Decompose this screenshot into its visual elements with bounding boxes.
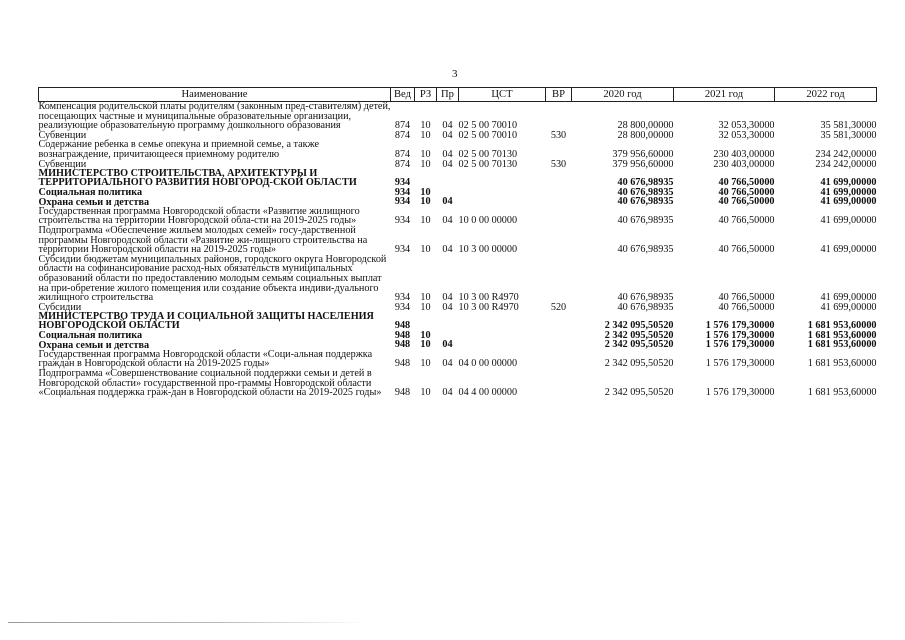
cell-pr: 04 bbox=[442, 148, 453, 160]
cell-name: Социальная политика bbox=[38, 330, 143, 342]
cell-2020: 2 342 095,50520 bbox=[604, 387, 674, 399]
cell-pr: 04 bbox=[442, 158, 453, 170]
cell-ved: 948 bbox=[394, 329, 411, 341]
cell-pr: 04 bbox=[442, 301, 453, 313]
table-row bbox=[39, 207, 877, 226]
cell-vr bbox=[546, 369, 572, 398]
cell-2020: 2 342 095,50520 bbox=[604, 358, 674, 370]
cell-ved: 948 bbox=[394, 358, 411, 370]
cell-cst: 02 5 00 70130 bbox=[458, 158, 518, 170]
cell-vr bbox=[546, 207, 572, 226]
header-2021: 2021 год bbox=[674, 88, 775, 102]
cell-cst: 10 0 00 00000 bbox=[458, 215, 518, 227]
cell-vr bbox=[546, 197, 572, 207]
cell-ved: 874 bbox=[394, 148, 411, 160]
cell-2021: 40 766,50000 bbox=[718, 196, 775, 208]
cell-vr bbox=[546, 350, 572, 369]
cell-ved: 934 bbox=[394, 244, 411, 256]
cell-name: Содержание ребенка в семье опекуна и приемной семье, а также вознаграждение, причитающееся приемному родителю bbox=[38, 139, 320, 160]
cell-cst: 10 3 00 R4970 bbox=[458, 301, 519, 313]
page-number: 3 bbox=[452, 68, 458, 80]
cell-2022: 35 581,30000 bbox=[820, 129, 877, 141]
cell-2020: 2 342 095,50520 bbox=[604, 320, 674, 332]
cell-rz: 10 bbox=[420, 387, 431, 399]
cell-pr bbox=[437, 312, 459, 330]
cell-rz: 10 bbox=[420, 120, 431, 132]
cell-2022: 234 242,00000 bbox=[815, 158, 877, 170]
cell-2022: 41 699,00000 bbox=[820, 292, 877, 304]
cell-2020: 2 342 095,50520 bbox=[604, 329, 674, 341]
cell-pr: 04 bbox=[442, 339, 453, 351]
cell-cst: 02 5 00 70130 bbox=[458, 148, 518, 160]
cell-pr: 04 bbox=[442, 358, 453, 370]
cell-2022: 1 681 953,60000 bbox=[807, 339, 877, 351]
cell-name: Компенсация родительской платы родителям (законным пред-ставителям) детей, посещающих частные и муниципальные образовательные организации, реализующие образовательную программу дошкольного образования bbox=[38, 101, 391, 132]
header-cst: ЦСТ bbox=[459, 88, 546, 102]
cell-2020: 40 676,98935 bbox=[617, 215, 674, 227]
cell-2020: 379 956,60000 bbox=[612, 148, 674, 160]
cell-ved: 948 bbox=[394, 387, 411, 399]
cell-rz: 10 bbox=[420, 292, 431, 304]
cell-2020: 40 676,98935 bbox=[617, 176, 674, 188]
cell-pr: 04 bbox=[442, 215, 453, 227]
cell-2021: 1 576 179,30000 bbox=[705, 358, 775, 370]
cell-pr: 04 bbox=[442, 387, 453, 399]
cell-2022: 41 699,00000 bbox=[820, 186, 877, 198]
cell-rz bbox=[415, 169, 437, 187]
cell-ved: 874 bbox=[394, 158, 411, 170]
cell-2021: 1 576 179,30000 bbox=[705, 339, 775, 351]
cell-rz: 10 bbox=[420, 329, 431, 341]
cell-cst: 02 5 00 70010 bbox=[458, 129, 518, 141]
header-ved: Вед bbox=[391, 88, 415, 102]
header-2022: 2022 год bbox=[775, 88, 877, 102]
cell-name: Социальная политика bbox=[38, 186, 143, 198]
cell-2021: 32 053,30000 bbox=[718, 129, 775, 141]
cell-2021: 40 766,50000 bbox=[718, 301, 775, 313]
cell-pr: 04 bbox=[442, 196, 453, 208]
header-2020: 2020 год bbox=[572, 88, 674, 102]
table-row bbox=[39, 312, 877, 330]
cell-cst bbox=[459, 197, 546, 207]
header-name: Наименование bbox=[39, 88, 391, 102]
cell-2020: 2 342 095,50520 bbox=[604, 339, 674, 351]
cell-vr: 530 bbox=[550, 129, 567, 141]
cell-ved: 948 bbox=[394, 339, 411, 351]
cell-rz: 10 bbox=[420, 215, 431, 227]
cell-2020: 40 676,98935 bbox=[617, 301, 674, 313]
cell-vr bbox=[546, 255, 572, 303]
cell-2022: 35 581,30000 bbox=[820, 120, 877, 132]
cell-vr bbox=[546, 102, 572, 131]
cell-pr bbox=[437, 169, 459, 187]
cell-ved: 934 bbox=[394, 196, 411, 208]
cell-2020: 40 676,98935 bbox=[617, 196, 674, 208]
cell-2022: 41 699,00000 bbox=[820, 196, 877, 208]
cell-rz: 10 bbox=[420, 196, 431, 208]
cell-2020: 40 676,98935 bbox=[617, 186, 674, 198]
cell-ved: 948 bbox=[394, 320, 411, 332]
cell-2021: 1 576 179,30000 bbox=[705, 329, 775, 341]
cell-2022: 41 699,00000 bbox=[820, 215, 877, 227]
table-row bbox=[39, 350, 877, 369]
table-row bbox=[39, 255, 877, 303]
cell-2021: 1 576 179,30000 bbox=[705, 387, 775, 399]
cell-vr: 520 bbox=[550, 301, 567, 313]
cell-2020: 40 676,98935 bbox=[617, 244, 674, 256]
cell-name: Подпрограмма «Обеспечение жильем молодых семей» госу-дарственной программы Новгородской области «Развитие жи-лищного строительства на территории Новгородской области на 2019-2025 годы» bbox=[38, 224, 368, 256]
cell-rz: 10 bbox=[420, 301, 431, 313]
cell-name: Подпрограмма «Совершенствование социальной поддержки семьи и детей в Новгородской области» государственной про-граммы Новгородской области «Социальная поддержка граж-дан в Новгородской области на 2019-2025 годы» bbox=[38, 368, 382, 399]
cell-vr bbox=[546, 140, 572, 159]
cell-2022: 41 699,00000 bbox=[820, 176, 877, 188]
cell-name: Государственная программа Новгородской области «Соци-альная поддержка граждан в Новгородской области на 2019-2025 годы» bbox=[38, 348, 373, 370]
cell-2021: 40 766,50000 bbox=[718, 186, 775, 198]
cell-pr: 04 bbox=[442, 292, 453, 304]
cell-rz: 10 bbox=[420, 158, 431, 170]
cell-2021: 40 766,50000 bbox=[718, 176, 775, 188]
cell-ved: 934 bbox=[394, 186, 411, 198]
cell-name: Охрана семьи и детства bbox=[38, 196, 150, 208]
cell-ved: 934 bbox=[394, 292, 411, 304]
cell-2022: 1 681 953,60000 bbox=[807, 358, 877, 370]
cell-rz: 10 bbox=[420, 244, 431, 256]
cell-2021: 40 766,50000 bbox=[718, 215, 775, 227]
cell-cst bbox=[459, 340, 546, 350]
header-pr: Пр bbox=[437, 88, 459, 102]
cell-ved: 874 bbox=[394, 120, 411, 132]
cell-name: Субсидии бюджетам муниципальных районов, городского округа Новгородской области на софинансирование расход-ных обязательств муниципальных образований области по предоставлению молодым семьям социальных выплат на при-обретение жилого помещения или создание объекта индиви-дуального жилищного строительства bbox=[38, 253, 387, 304]
cell-cst: 10 3 00 R4970 bbox=[458, 292, 519, 304]
cell-2020: 379 956,60000 bbox=[612, 158, 674, 170]
cell-2022: 41 699,00000 bbox=[820, 301, 877, 313]
cell-vr bbox=[546, 331, 572, 341]
cell-2020: 40 676,98935 bbox=[617, 292, 674, 304]
cell-2022: 1 681 953,60000 bbox=[807, 329, 877, 341]
table-body bbox=[39, 102, 877, 398]
cell-2021: 40 766,50000 bbox=[718, 292, 775, 304]
cell-2022: 1 681 953,60000 bbox=[807, 387, 877, 399]
cell-name: МИНИСТЕРСТВО ТРУДА И СОЦИАЛЬНОЙ ЗАЩИТЫ НАСЕЛЕНИЯ НОВГОРОДСКОЙ ОБЛАСТИ bbox=[38, 311, 374, 332]
cell-cst: 04 0 00 00000 bbox=[458, 358, 518, 370]
header-vr: ВР bbox=[546, 88, 572, 102]
cell-pr: 04 bbox=[442, 129, 453, 141]
cell-vr bbox=[546, 169, 572, 187]
cell-cst bbox=[459, 312, 546, 330]
table-row bbox=[39, 369, 877, 398]
table-row bbox=[39, 102, 877, 131]
cell-rz: 10 bbox=[420, 339, 431, 351]
cell-ved: 874 bbox=[394, 129, 411, 141]
cell-2022: 1 681 953,60000 bbox=[807, 320, 877, 332]
cell-cst bbox=[459, 188, 546, 198]
cell-rz bbox=[415, 312, 437, 330]
cell-rz: 10 bbox=[420, 358, 431, 370]
cell-name: Субвенции bbox=[38, 158, 87, 170]
cell-rz: 10 bbox=[420, 129, 431, 141]
cell-2021: 230 403,00000 bbox=[713, 148, 775, 160]
cell-pr: 04 bbox=[442, 244, 453, 256]
cell-2021: 40 766,50000 bbox=[718, 244, 775, 256]
cell-vr bbox=[546, 188, 572, 198]
cell-2022: 234 242,00000 bbox=[815, 148, 877, 160]
cell-2022: 41 699,00000 bbox=[820, 244, 877, 256]
cell-name: Охрана семьи и детства bbox=[38, 339, 150, 351]
table-header-row bbox=[39, 88, 877, 102]
cell-2021: 32 053,30000 bbox=[718, 120, 775, 132]
budget-table bbox=[38, 87, 877, 398]
cell-vr bbox=[546, 340, 572, 350]
cell-cst: 10 3 00 00000 bbox=[458, 244, 518, 256]
table-row bbox=[39, 140, 877, 159]
cell-ved: 934 bbox=[394, 215, 411, 227]
cell-name: Субсидии bbox=[38, 301, 82, 313]
cell-name: Государственная программа Новгородской области «Развитие жилищного строительства на территории Новгородской обла-сти на 2019-2025 годы» bbox=[38, 205, 360, 227]
cell-2021: 1 576 179,30000 bbox=[705, 320, 775, 332]
cell-name: Субвенции bbox=[38, 129, 87, 141]
cell-rz: 10 bbox=[420, 148, 431, 160]
cell-2020: 28 800,00000 bbox=[617, 129, 674, 141]
footer-divider bbox=[8, 622, 368, 623]
cell-vr bbox=[546, 312, 572, 330]
cell-cst bbox=[459, 169, 546, 187]
cell-vr: 530 bbox=[550, 158, 567, 170]
cell-2021: 230 403,00000 bbox=[713, 158, 775, 170]
cell-cst bbox=[459, 331, 546, 341]
header-rz: РЗ bbox=[415, 88, 437, 102]
cell-ved: 934 bbox=[394, 176, 411, 188]
cell-2020: 28 800,00000 bbox=[617, 120, 674, 132]
table-row bbox=[39, 169, 877, 187]
cell-name: МИНИСТЕРСТВО СТРОИТЕЛЬСТВА, АРХИТЕКТУРЫ И ТЕРРИТОРИАЛЬНОГО РАЗВИТИЯ НОВГОРОД-СКОЙ ОБЛАСТИ bbox=[38, 168, 357, 189]
cell-ved: 934 bbox=[394, 301, 411, 313]
table-row bbox=[39, 226, 877, 255]
cell-cst: 02 5 00 70010 bbox=[458, 120, 518, 132]
cell-pr: 04 bbox=[442, 120, 453, 132]
cell-vr bbox=[546, 226, 572, 255]
cell-cst: 04 4 00 00000 bbox=[458, 387, 518, 399]
cell-rz: 10 bbox=[420, 186, 431, 198]
